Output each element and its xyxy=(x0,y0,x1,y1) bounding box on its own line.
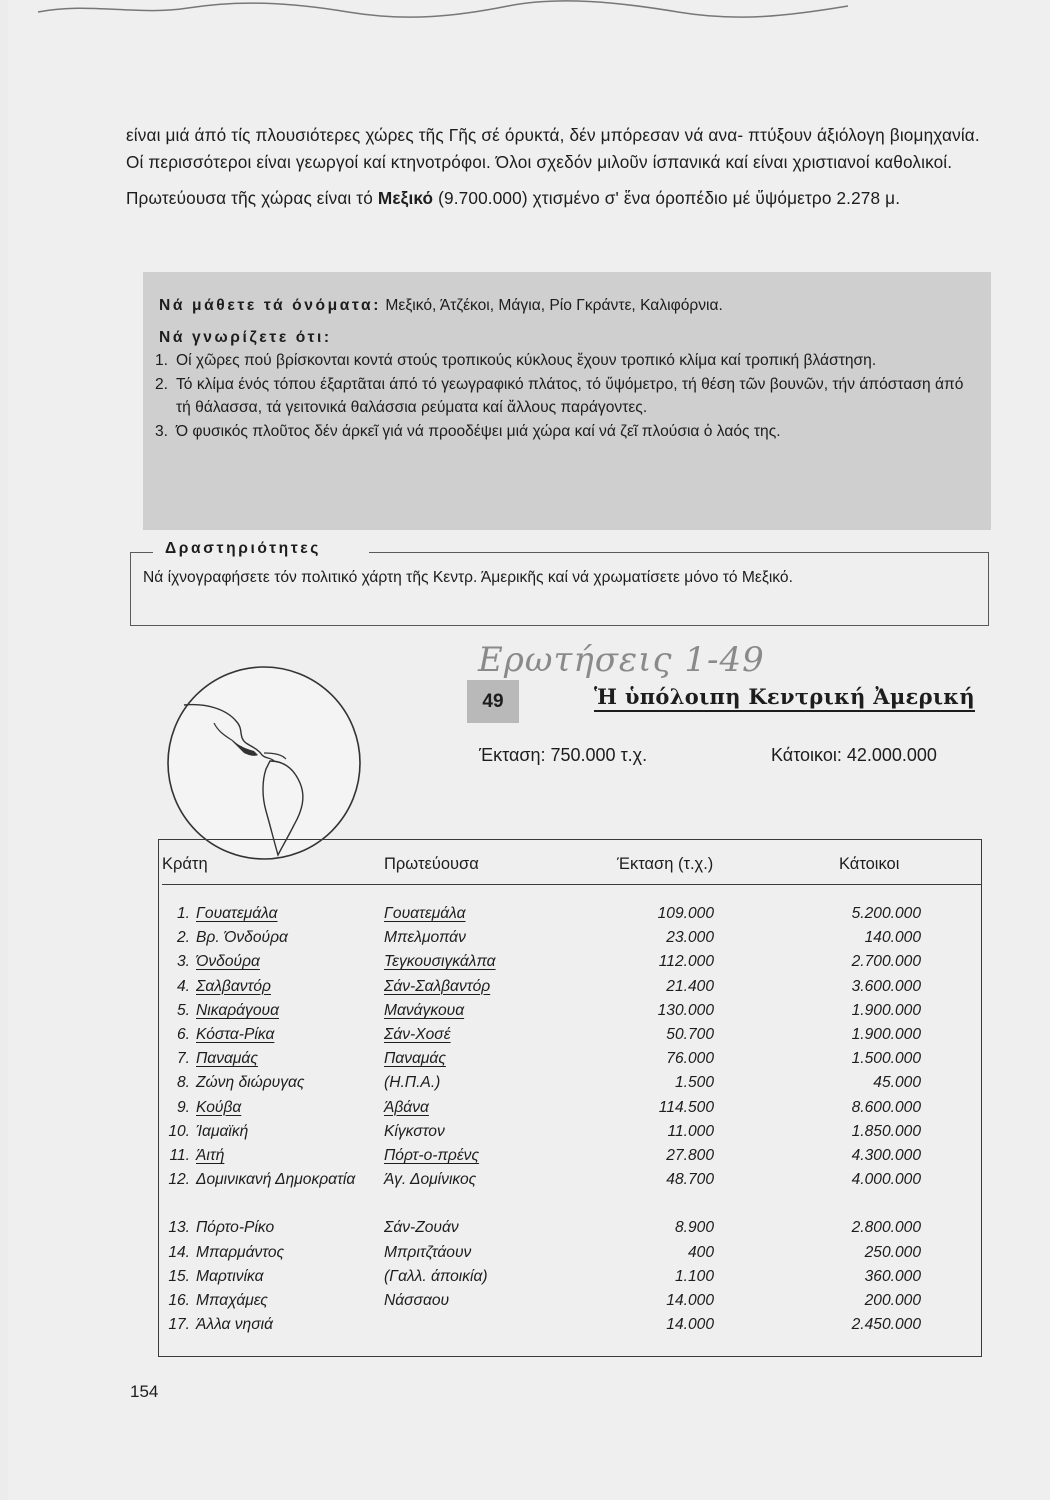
activities-text: Νά ίχνογραφήσετε τόν πολιτικό χάρτη τῆς Κεντρ. Άμερικῆς καί νά χρωματίσετε μόνο τό Μεξικό. xyxy=(143,569,793,586)
activities-title: Δραστηριότητες xyxy=(161,540,325,558)
country-name: Ζώνη διώρυγας xyxy=(196,1074,305,1092)
area-value: 14.000 xyxy=(666,1292,714,1310)
country-name: Μπαρμάντος xyxy=(196,1243,285,1261)
country-name: Δομινικανή Δημοκρατία xyxy=(196,1171,356,1189)
table-row xyxy=(159,950,981,974)
header-country: Κράτη xyxy=(162,855,208,873)
row-number: 3. xyxy=(176,953,190,971)
row-number: 6. xyxy=(176,1025,190,1043)
names-row xyxy=(159,294,979,317)
country-name: Βρ. Όνδούρα xyxy=(196,929,288,947)
country-name: Γουατεμάλα xyxy=(196,905,278,922)
capital-name: Μπριτζτάουν xyxy=(384,1243,472,1261)
capital-name: Κίγκστον xyxy=(384,1122,445,1140)
row-number: 14. xyxy=(168,1243,190,1261)
capital-name: Σάν-Σαλβαντόρ xyxy=(384,977,491,995)
area-value: 48.700 xyxy=(666,1171,714,1189)
country-name: Κούβα xyxy=(196,1098,242,1116)
handwritten-note: Ερωτήσεις 1-49 xyxy=(478,640,765,680)
area-value: 76.000 xyxy=(666,1050,714,1068)
table-row xyxy=(159,1096,981,1120)
population-value: 8.600.000 xyxy=(851,1098,921,1116)
top-handwriting-scribble xyxy=(28,0,928,18)
country-name: Κόστα-Ρίκα xyxy=(196,1025,275,1043)
area-value: 50.700 xyxy=(666,1025,714,1043)
area-value: 11.000 xyxy=(667,1122,714,1140)
facts-heading: Νά γνωρίζετε ότι: xyxy=(159,329,332,346)
textbook-page xyxy=(8,0,1050,1500)
fact-number: 2. xyxy=(155,376,169,393)
area-value: 23.000 xyxy=(666,929,714,947)
area-value: 130.000 xyxy=(657,1001,714,1019)
globe-map-icon xyxy=(166,665,362,861)
row-number: 17. xyxy=(168,1316,190,1334)
activities-box xyxy=(130,540,989,626)
fact-text: Οί χῶρες πού βρίσκονται κοντά στούς τροπικούς κύκλους ἔχουν τροπικό κλίμα καί τροπική βλάστηση. xyxy=(176,352,877,369)
area-value: 114.500 xyxy=(658,1098,714,1116)
table-row xyxy=(159,1216,981,1240)
country-name: Ίαμαϊκή xyxy=(196,1122,249,1140)
population-value: 1.900.000 xyxy=(851,1001,921,1019)
capital-name: Μπελμοπάν xyxy=(384,929,466,947)
names-heading: Νά μάθετε τά όνόματα: xyxy=(159,297,382,314)
area-value: 8.900 xyxy=(674,1219,714,1237)
country-name: Άιτή xyxy=(196,1146,225,1164)
fact-number: 1. xyxy=(155,352,169,369)
area-value: 112.000 xyxy=(658,953,714,971)
row-number: 13. xyxy=(168,1219,190,1237)
names-text: Μεξικό, Άτζέκοι, Μάγια, Ρίο Γκράντε, Καλιφόρνια. xyxy=(385,297,723,314)
population-value: 5.200.000 xyxy=(851,905,921,922)
fact-item xyxy=(155,420,979,443)
area-value: 109.000 xyxy=(657,905,714,922)
capital-name: Μανάγκουα xyxy=(384,1001,465,1019)
capital-name: Τεγκουσιγκάλπα xyxy=(384,953,496,971)
facts-list xyxy=(155,349,979,443)
table-body xyxy=(159,902,981,1337)
population-value: 4.000.000 xyxy=(851,1171,921,1189)
row-number: 15. xyxy=(168,1267,190,1285)
table-row xyxy=(159,1168,981,1216)
population-value: 2.700.000 xyxy=(851,953,921,971)
population-value: 1.850.000 xyxy=(851,1122,921,1140)
row-number: 9. xyxy=(176,1098,190,1116)
learn-box xyxy=(143,272,991,530)
capital-text-after: (9.700.000) χτισμένο σ' ἕνα όροπέδιο μέ ὕψόμετρο 2.278 μ. xyxy=(433,188,901,208)
countries-table xyxy=(158,839,982,1357)
row-number: 8. xyxy=(176,1074,190,1092)
capital-name: Μεξικό xyxy=(377,188,434,208)
row-number: 4. xyxy=(176,977,190,995)
row-number: 10. xyxy=(168,1122,190,1140)
population-value: 200.000 xyxy=(864,1292,921,1310)
area-value: 1.100 xyxy=(674,1267,714,1285)
row-number: 16. xyxy=(168,1292,190,1310)
lesson-title: Ἡ ὑπόλοιπη Κεντρική Ἀμερική xyxy=(594,684,975,712)
region-population: Κάτοικοι: 42.000.000 xyxy=(771,745,937,765)
table-row xyxy=(159,1047,981,1071)
capital-name: Πόρτ-ο-πρένς xyxy=(384,1146,480,1164)
fact-item xyxy=(155,373,979,419)
intro-paragraph: είναι μιά άπό τίς πλουσιότερες χώρες τῆς Γῆς σέ όρυκτά, δέν μπόρεσαν νά ανα- πτύξουν άξιόλογη βιομηχανία. Οί περισσότεροι είναι γεωργοί καί κτηνοτρόφοι. Όλοι σχεδόν μιλοῦν ίσπανικά καί είναι χριστιανοί καθολικοί. xyxy=(126,125,980,172)
population-value: 360.000 xyxy=(864,1267,921,1285)
country-name: Παναμάς xyxy=(196,1050,258,1068)
fact-item xyxy=(155,349,979,372)
country-name: Νικαράγουα xyxy=(196,1001,279,1019)
capital-name: Νάσσαου xyxy=(384,1292,450,1310)
capital-name: Σάν-Χοσέ xyxy=(384,1025,451,1043)
capital-name: Άγ. Δομίνικος xyxy=(384,1171,477,1189)
table-row xyxy=(159,1241,981,1265)
table-row xyxy=(159,1313,981,1337)
population-value: 250.000 xyxy=(864,1243,921,1261)
table-row xyxy=(159,1120,981,1144)
population-value: 3.600.000 xyxy=(851,977,921,995)
header-capital: Πρωτεύουσα xyxy=(384,855,479,873)
table-row xyxy=(159,999,981,1023)
capital-name: (Η.Π.Α.) xyxy=(384,1074,441,1092)
country-name: Πόρτο-Ρίκο xyxy=(196,1219,275,1237)
population-value: 1.500.000 xyxy=(851,1050,921,1068)
capital-name: (Γαλλ. άποικία) xyxy=(384,1267,488,1285)
table-row xyxy=(159,1071,981,1095)
country-name: Μπαχάμες xyxy=(196,1292,268,1310)
row-number: 2. xyxy=(176,929,190,947)
area-value: 14.000 xyxy=(666,1316,714,1334)
capital-name: Άβάνα xyxy=(384,1098,429,1116)
area-value: 400 xyxy=(687,1243,714,1261)
page-number: 154 xyxy=(130,1382,159,1401)
row-number: 5. xyxy=(176,1001,190,1019)
area-value: 21.400 xyxy=(666,977,714,995)
population-value: 45.000 xyxy=(873,1074,921,1092)
area-value: 1.500 xyxy=(674,1074,714,1092)
population-value: 4.300.000 xyxy=(851,1146,921,1164)
fact-number: 3. xyxy=(155,423,169,440)
row-number: 1. xyxy=(176,905,190,922)
table-row xyxy=(159,902,981,926)
row-number: 11. xyxy=(169,1146,190,1164)
population-value: 2.450.000 xyxy=(851,1316,921,1334)
country-name: Άλλα νησιά xyxy=(196,1316,273,1334)
capital-name: Παναμάς xyxy=(384,1050,446,1068)
intro-text xyxy=(126,122,986,212)
fact-text: Ό φυσικός πλοῦτος δέν άρκεῖ γιά νά προοδέψει μιά χώρα καί νά ζεῖ πλούσια ὁ λαός της. xyxy=(176,423,781,440)
capital-paragraph xyxy=(126,185,986,212)
capital-name: Σάν-Ζουάν xyxy=(384,1219,459,1237)
population-value: 2.800.000 xyxy=(851,1219,921,1237)
table-row xyxy=(159,1289,981,1313)
country-name: Σαλβαντόρ xyxy=(196,977,271,995)
population-value: 1.900.000 xyxy=(851,1025,921,1043)
header-population: Κάτοικοι xyxy=(839,855,900,873)
area-value: 27.800 xyxy=(666,1146,714,1164)
header-area: Έκταση (τ.χ.) xyxy=(617,855,714,873)
country-name: Μαρτινίκα xyxy=(196,1267,264,1285)
capital-text-before: Πρωτεύουσα τῆς χώρας είναι τό xyxy=(126,188,378,208)
region-area: Έκταση: 750.000 τ.χ. xyxy=(479,745,648,765)
population-value: 140.000 xyxy=(864,929,921,947)
table-row xyxy=(159,1144,981,1168)
capital-name: Γουατεμάλα xyxy=(384,905,466,922)
row-number: 7. xyxy=(176,1050,190,1068)
table-row xyxy=(159,926,981,950)
table-row xyxy=(159,1265,981,1289)
row-number: 12. xyxy=(168,1171,190,1189)
lesson-number-badge: 49 xyxy=(467,680,519,723)
country-name: Όνδούρα xyxy=(196,953,260,971)
fact-text: Τό κλίμα ένός τόπου έξαρτᾶται άπό τό γεωγραφικό πλάτος, τό ὕψόμετρο, τή θέση τῶν βουνῶν, τήν άπόσταση άπό τή θάλασσα, τά γειτονικά θαλάσσια ρεύματα καί ἄλλους παράγοντες. xyxy=(176,376,964,416)
table-row xyxy=(159,1023,981,1047)
table-row xyxy=(159,975,981,999)
